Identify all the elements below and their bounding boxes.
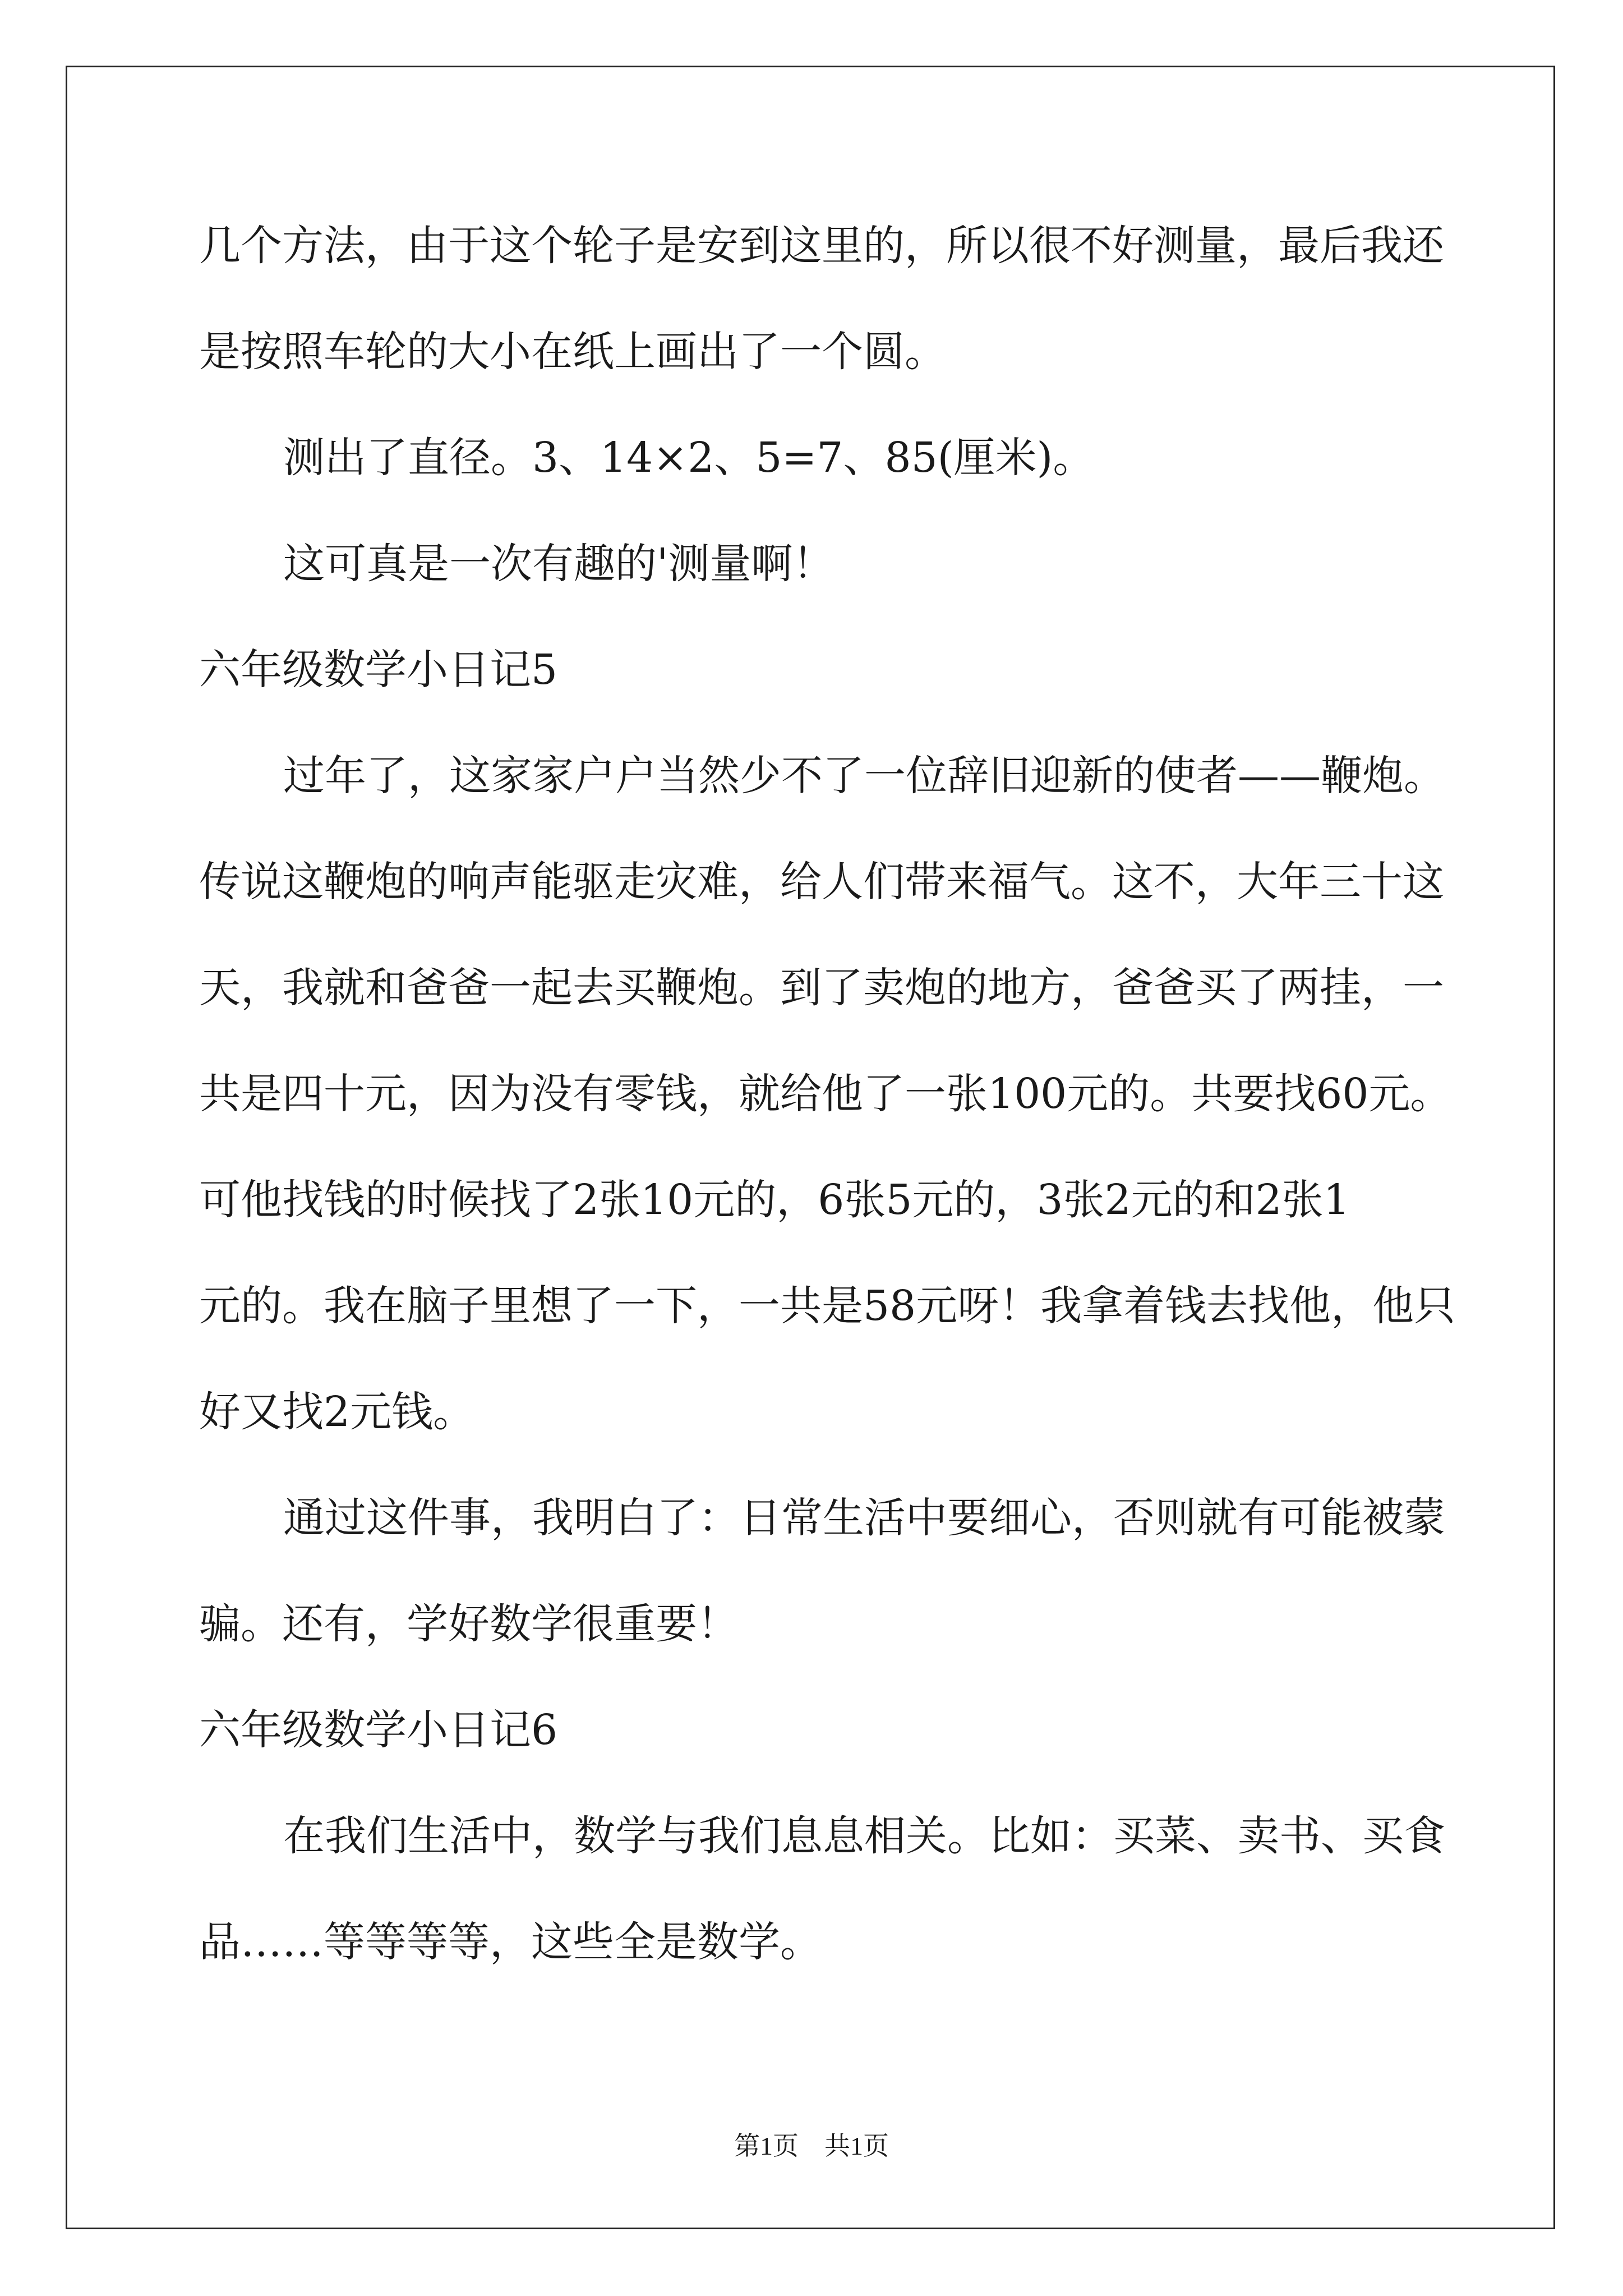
text-line: 天，我就和爸爸一起去买鞭炮。到了卖炮的地方，爸爸买了两挂，一 (199, 964, 1444, 1012)
text-line: 骗。还有，学好数学很重要！ (199, 1600, 739, 1648)
text-line: 好又找2元钱。 (199, 1388, 475, 1436)
text-line: 可他找钱的时候找了2张10元的，6张5元的，3张2元的和2张1 (199, 1176, 1350, 1224)
section-heading: 六年级数学小日记5 (199, 646, 558, 694)
text-line: 元的。我在脑子里想了一下，一共是58元呀！我拿着钱去找他，他只 (199, 1282, 1456, 1330)
text-line: 在我们生活中，数学与我们息息相关。比如：买菜、卖书、买食 (283, 1812, 1445, 1860)
section-heading: 六年级数学小日记6 (199, 1706, 558, 1754)
text-line: 传说这鞭炮的响声能驱走灾难，给人们带来福气。这不，大年三十这 (199, 858, 1444, 906)
text-line: 品……等等等等，这些全是数学。 (199, 1918, 822, 1966)
text-line: 通过这件事，我明白了：日常生活中要细心，否则就有可能被蒙 (283, 1494, 1445, 1542)
page-border (66, 66, 1555, 2229)
text-line: 过年了，这家家户户当然少不了一位辞旧迎新的使者——鞭炮。 (283, 752, 1445, 800)
text-line: 是按照车轮的大小在纸上画出了一个圆。 (199, 328, 946, 376)
page-number: 第1页 共1页 (734, 2132, 889, 2160)
text-line: 这可真是一次有趣的'测量啊！ (283, 540, 834, 588)
text-line: 共是四十元，因为没有零钱，就给他了一张100元的。共要找60元。 (199, 1070, 1452, 1118)
text-line: 几个方法，由于这个轮子是安到这里的，所以很不好测量，最后我还 (199, 222, 1444, 270)
text-line: 测出了直径。3、14×2、5=7、85(厘米)。 (283, 434, 1095, 482)
